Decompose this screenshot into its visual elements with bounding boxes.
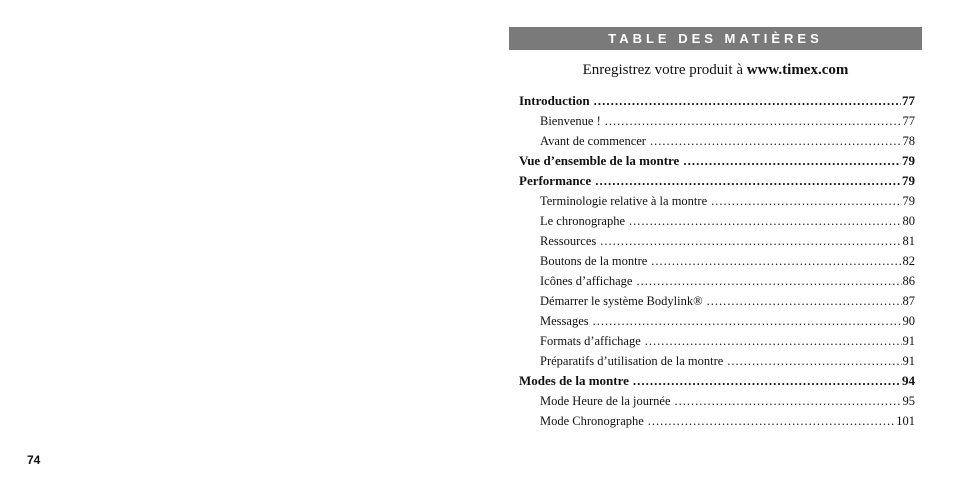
toc-entry-title: Bienvenue ! (540, 114, 601, 128)
toc-dot-leader (600, 231, 901, 251)
toc-entry[interactable] (519, 411, 915, 431)
toc-entry-title: Mode Heure de la journée (540, 394, 671, 408)
toc-entry[interactable] (519, 191, 915, 211)
toc-entry[interactable] (519, 151, 915, 171)
toc-entry-page: 79 (902, 194, 915, 208)
toc-entry[interactable] (519, 251, 915, 271)
toc-entry[interactable] (519, 331, 915, 351)
toc-dot-leader (727, 351, 901, 371)
toc-entry-page: 80 (902, 214, 915, 228)
toc-dot-leader (645, 331, 902, 351)
toc-entry-page: 95 (902, 394, 915, 408)
toc-entry-title: Préparatifs d’utilisation de la montre (540, 354, 724, 368)
toc-entry-page: 91 (902, 334, 915, 348)
toc-entry-page: 78 (902, 134, 915, 148)
toc-entry-page: 81 (902, 234, 915, 248)
toc-entry-title: Boutons de la montre (540, 254, 648, 268)
toc-entry-title: Vue d’ensemble de la montre (519, 153, 680, 168)
toc-entry-title: Modes de la montre (519, 373, 629, 388)
toc-entry[interactable] (519, 171, 915, 191)
toc-dot-leader (650, 131, 902, 151)
register-text: Enregistrez votre produit à (582, 62, 747, 78)
toc-dot-leader (594, 91, 901, 111)
toc-entry[interactable] (519, 131, 915, 151)
toc-entry-title: Terminologie relative à la montre (540, 194, 708, 208)
page-number: 74 (27, 453, 41, 467)
toc-entry-title: Le chronographe (540, 214, 626, 228)
toc-entry-title: Démarrer le système Bodylink® (540, 294, 703, 308)
toc-entry[interactable] (519, 231, 915, 251)
toc-dot-leader (651, 251, 901, 271)
toc-entry-page: 87 (902, 294, 915, 308)
toc-entry-page: 79 (902, 153, 915, 168)
toc-entry[interactable] (519, 371, 915, 391)
toc-entry-page: 94 (902, 373, 915, 388)
toc-entry-page: 86 (902, 274, 915, 288)
toc-dot-leader (648, 411, 895, 431)
toc-dot-leader (605, 111, 902, 131)
toc-entry[interactable] (519, 291, 915, 311)
toc-entry-title: Introduction (519, 93, 590, 108)
toc-header: TABLE DES MATIÈRES (509, 27, 922, 50)
toc-dot-leader (683, 151, 901, 171)
toc-entry[interactable] (519, 91, 915, 111)
toc-dot-leader (593, 311, 902, 331)
toc-entry[interactable] (519, 271, 915, 291)
toc-entry-title: Mode Chronographe (540, 414, 644, 428)
website-link[interactable]: www.timex.com (746, 62, 849, 78)
toc-entry-title: Formats d’affichage (540, 334, 641, 348)
toc-entry-page: 77 (902, 93, 915, 108)
toc-entry-page: 82 (902, 254, 915, 268)
toc-entry[interactable] (519, 351, 915, 371)
toc-entry-title: Avant de commencer (540, 134, 646, 148)
toc-entry[interactable] (519, 111, 915, 131)
register-line (509, 62, 922, 79)
toc-entry-title: Messages (540, 314, 589, 328)
toc-entry-title: Ressources (540, 234, 597, 248)
toc-entry-title: Icônes d’affichage (540, 274, 633, 288)
table-of-contents (519, 91, 915, 431)
toc-dot-leader (629, 211, 901, 231)
toc-entry[interactable] (519, 211, 915, 231)
toc-dot-leader (707, 291, 902, 311)
toc-dot-leader (595, 171, 901, 191)
toc-entry-title: Performance (519, 173, 592, 188)
toc-entry-page: 77 (902, 114, 915, 128)
toc-dot-leader (633, 371, 901, 391)
toc-dot-leader (675, 391, 902, 411)
toc-entry-page: 79 (902, 173, 915, 188)
toc-entry[interactable] (519, 391, 915, 411)
toc-entry[interactable] (519, 311, 915, 331)
toc-entry-page: 90 (902, 314, 915, 328)
toc-dot-leader (636, 271, 901, 291)
toc-entry-page: 101 (896, 414, 915, 428)
toc-dot-leader (711, 191, 901, 211)
toc-entry-page: 91 (902, 354, 915, 368)
